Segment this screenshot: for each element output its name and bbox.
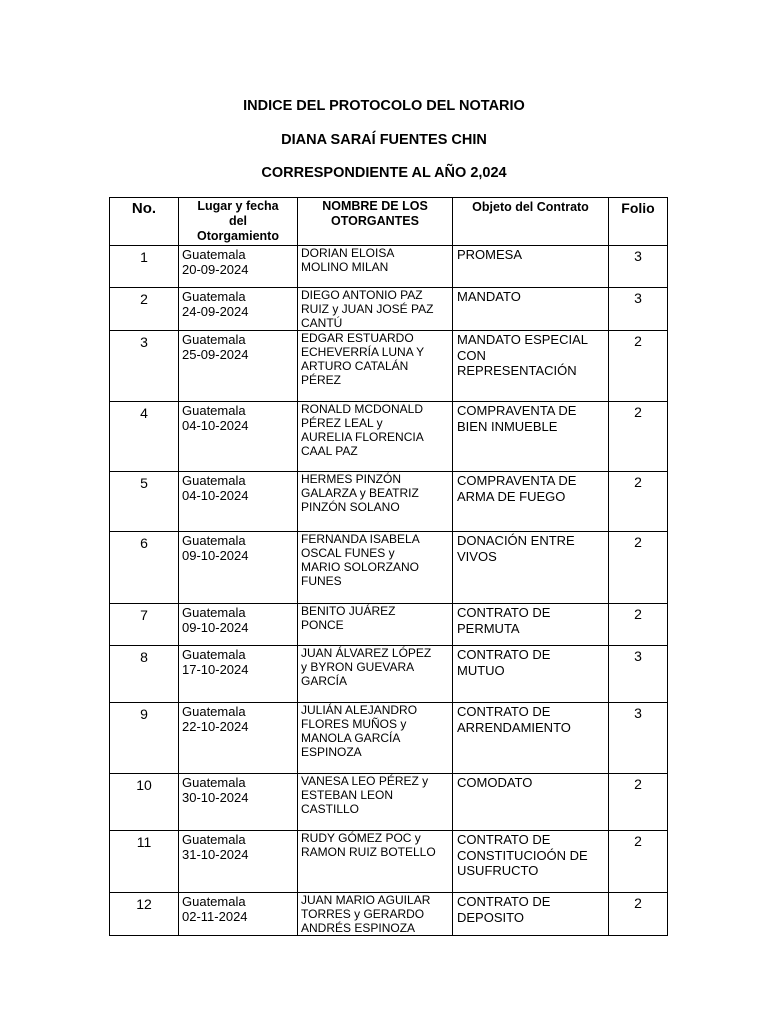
row-contract-object-line: MUTUO bbox=[457, 662, 505, 678]
row-folio: 3 bbox=[609, 288, 668, 331]
row-grantors-line: DIEGO ANTONIO PAZ bbox=[301, 288, 423, 302]
row-contract-object-line: VIVOS bbox=[457, 548, 497, 564]
row-grantors-line: VANESA LEO PÉREZ y bbox=[301, 774, 429, 788]
row-place: Guatemala bbox=[182, 605, 246, 620]
table-row bbox=[110, 703, 668, 774]
row-grantors-line: JULIÁN ALEJANDRO bbox=[301, 703, 418, 717]
row-place-date bbox=[179, 246, 298, 288]
row-grantors-line: MOLINO MILAN bbox=[301, 260, 389, 274]
row-place: Guatemala bbox=[182, 247, 246, 262]
row-grantors-line: CAAL PAZ bbox=[301, 444, 358, 458]
table-row bbox=[110, 646, 668, 703]
row-contract-object-line: MANDATO bbox=[457, 289, 521, 304]
row-grantors-line: y BYRON GUEVARA bbox=[301, 660, 415, 674]
row-place-date bbox=[179, 472, 298, 532]
row-contract-object-line: REPRESENTACIÓN bbox=[457, 363, 577, 378]
row-place-date bbox=[179, 288, 298, 331]
row-number: 2 bbox=[110, 288, 179, 331]
row-contract-object-line: CONTRATO DE bbox=[457, 605, 551, 620]
row-grantors-line: DORIAN ELOISA bbox=[301, 246, 395, 260]
column-header-lugar-line: del bbox=[228, 214, 248, 228]
row-grantors-line: JUAN MARIO AGUILAR bbox=[301, 893, 431, 907]
row-place: Guatemala bbox=[182, 647, 246, 662]
column-header-nombre-line: NOMBRE DE LOS bbox=[322, 199, 428, 213]
row-grantors-line: CANTÚ bbox=[301, 316, 343, 330]
table-row bbox=[110, 604, 668, 646]
row-place: Guatemala bbox=[182, 332, 246, 347]
row-date: 22-10-2024 bbox=[182, 719, 249, 734]
row-contract-object-line: DONACIÓN ENTRE bbox=[457, 533, 575, 548]
row-grantors-line: RAMON RUIZ BOTELLO bbox=[301, 845, 436, 859]
row-place: Guatemala bbox=[182, 533, 246, 548]
row-date: 09-10-2024 bbox=[182, 620, 249, 635]
row-number: 7 bbox=[110, 604, 179, 646]
row-date: 17-10-2024 bbox=[182, 662, 249, 677]
row-place: Guatemala bbox=[182, 832, 246, 847]
row-grantors-line: BENITO JUÁREZ bbox=[301, 604, 396, 618]
row-grantors bbox=[298, 703, 453, 774]
row-grantors-line: PÉREZ bbox=[301, 373, 342, 387]
row-contract-object-line: COMODATO bbox=[457, 775, 533, 790]
row-date: 04-10-2024 bbox=[182, 418, 249, 433]
row-folio: 2 bbox=[609, 331, 668, 402]
row-grantors-line: ANDRÉS ESPINOZA bbox=[301, 921, 416, 935]
row-place-date bbox=[179, 604, 298, 646]
row-grantors-line: ECHEVERRÍA LUNA Y bbox=[301, 345, 425, 359]
column-header-nombre-line: OTORGANTES bbox=[331, 214, 419, 228]
column-header-lugar bbox=[179, 198, 298, 246]
row-contract-object bbox=[453, 402, 609, 472]
row-date: 09-10-2024 bbox=[182, 548, 249, 563]
row-place-date bbox=[179, 532, 298, 604]
row-contract-object bbox=[453, 288, 609, 331]
row-number: 3 bbox=[110, 331, 179, 402]
row-place: Guatemala bbox=[182, 894, 246, 909]
row-grantors bbox=[298, 288, 453, 331]
row-place-date bbox=[179, 646, 298, 703]
row-folio: 2 bbox=[609, 774, 668, 831]
row-place-date bbox=[179, 831, 298, 893]
row-number: 8 bbox=[110, 646, 179, 703]
row-number: 4 bbox=[110, 402, 179, 472]
row-grantors-line: GALARZA y BEATRIZ bbox=[301, 486, 419, 500]
row-grantors-line: PONCE bbox=[301, 618, 344, 632]
column-header-lugar-line: Lugar y fecha bbox=[197, 199, 279, 213]
row-contract-object-line: CON bbox=[457, 347, 486, 363]
row-grantors-line: PÉREZ LEAL y bbox=[301, 416, 383, 430]
row-folio: 2 bbox=[609, 402, 668, 472]
row-contract-object-line: COMPRAVENTA DE bbox=[457, 473, 577, 488]
row-grantors-line: ESTEBAN LEON bbox=[301, 788, 394, 802]
row-place: Guatemala bbox=[182, 473, 246, 488]
row-number: 10 bbox=[110, 774, 179, 831]
column-header-folio: Folio bbox=[609, 198, 668, 246]
table-row bbox=[110, 472, 668, 532]
row-grantors-line: FERNANDA ISABELA bbox=[301, 532, 420, 546]
row-contract-object bbox=[453, 831, 609, 893]
row-number: 6 bbox=[110, 532, 179, 604]
row-number: 9 bbox=[110, 703, 179, 774]
row-date: 02-11-2024 bbox=[182, 909, 248, 924]
row-grantors-line: MARIO SOLORZANO bbox=[301, 560, 420, 574]
table-row bbox=[110, 402, 668, 472]
row-grantors bbox=[298, 774, 453, 831]
row-place: Guatemala bbox=[182, 289, 246, 304]
notary-name: DIANA SARAÍ FUENTES CHIN bbox=[281, 132, 487, 148]
row-contract-object-line: CONTRATO DE bbox=[457, 894, 551, 909]
row-grantors bbox=[298, 646, 453, 703]
row-folio: 3 bbox=[609, 246, 668, 288]
row-contract-object bbox=[453, 246, 609, 288]
row-place: Guatemala bbox=[182, 704, 246, 719]
protocol-index-table bbox=[109, 197, 668, 936]
row-grantors-line: PINZÓN SOLANO bbox=[301, 500, 400, 514]
row-grantors-line: ESPINOZA bbox=[301, 745, 362, 759]
row-contract-object bbox=[453, 646, 609, 703]
table-header-row bbox=[110, 198, 668, 246]
row-contract-object-line: DEPOSITO bbox=[457, 909, 524, 925]
row-contract-object-line: CONTRATO DE bbox=[457, 704, 551, 719]
row-grantors-line: CASTILLO bbox=[301, 802, 360, 816]
row-date: 31-10-2024 bbox=[182, 847, 249, 862]
row-contract-object bbox=[453, 532, 609, 604]
column-header-lugar-line: Otorgamiento bbox=[197, 229, 279, 243]
row-place-date bbox=[179, 703, 298, 774]
row-grantors-line: MANOLA GARCÍA bbox=[301, 731, 401, 745]
row-grantors bbox=[298, 532, 453, 604]
row-grantors-line: GARCÍA bbox=[301, 674, 348, 688]
row-place-date bbox=[179, 893, 298, 936]
row-grantors-line: FLORES MUÑOS y bbox=[301, 717, 407, 731]
row-grantors-line: RUDY GÓMEZ POC y bbox=[301, 831, 421, 845]
row-contract-object-line: ARMA DE FUEGO bbox=[457, 488, 566, 504]
row-folio: 2 bbox=[609, 532, 668, 604]
row-contract-object-line: CONTRATO DE bbox=[457, 832, 551, 847]
row-grantors-line: TORRES y GERARDO bbox=[301, 907, 425, 921]
row-contract-object-line: PERMUTA bbox=[457, 620, 520, 636]
row-contract-object-line: BIEN INMUEBLE bbox=[457, 418, 558, 434]
row-folio: 2 bbox=[609, 831, 668, 893]
table-row bbox=[110, 831, 668, 893]
row-place-date bbox=[179, 402, 298, 472]
table-row bbox=[110, 774, 668, 831]
row-number: 12 bbox=[110, 893, 179, 936]
row-contract-object bbox=[453, 472, 609, 532]
row-date: 30-10-2024 bbox=[182, 790, 249, 805]
row-grantors bbox=[298, 402, 453, 472]
row-contract-object bbox=[453, 703, 609, 774]
row-contract-object-line: USUFRUCTO bbox=[457, 863, 539, 878]
row-grantors bbox=[298, 831, 453, 893]
row-grantors bbox=[298, 472, 453, 532]
table-row bbox=[110, 288, 668, 331]
row-date: 24-09-2024 bbox=[182, 304, 249, 319]
row-grantors-line: ARTURO CATALÁN bbox=[301, 359, 409, 373]
row-place: Guatemala bbox=[182, 403, 246, 418]
row-contract-object-line: CONTRATO DE bbox=[457, 647, 551, 662]
table-row bbox=[110, 246, 668, 288]
row-contract-object-line: COMPRAVENTA DE bbox=[457, 403, 577, 418]
column-header-nombre bbox=[298, 198, 453, 246]
row-grantors-line: RUIZ y JUAN JOSÉ PAZ bbox=[301, 302, 434, 316]
row-folio: 2 bbox=[609, 472, 668, 532]
row-folio: 3 bbox=[609, 703, 668, 774]
row-grantors bbox=[298, 246, 453, 288]
row-number: 1 bbox=[110, 246, 179, 288]
row-grantors bbox=[298, 331, 453, 402]
row-folio: 2 bbox=[609, 604, 668, 646]
row-contract-object bbox=[453, 604, 609, 646]
document-title: INDICE DEL PROTOCOLO DEL NOTARIO bbox=[243, 98, 525, 114]
row-contract-object-line: PROMESA bbox=[457, 247, 523, 262]
row-contract-object bbox=[453, 331, 609, 402]
table-row bbox=[110, 532, 668, 604]
row-grantors bbox=[298, 893, 453, 936]
row-number: 11 bbox=[110, 831, 179, 893]
row-place-date bbox=[179, 331, 298, 402]
row-grantors-line: JUAN ÁLVAREZ LÓPEZ bbox=[301, 646, 432, 660]
row-grantors-line: EDGAR ESTUARDO bbox=[301, 331, 414, 345]
row-grantors-line: RONALD MCDONALD bbox=[301, 402, 424, 416]
row-grantors-line: OSCAL FUNES y bbox=[301, 546, 395, 560]
row-number: 5 bbox=[110, 472, 179, 532]
column-header-no: No. bbox=[110, 198, 179, 246]
row-contract-object bbox=[453, 893, 609, 936]
row-place-date bbox=[179, 774, 298, 831]
document-year: CORRESPONDIENTE AL AÑO 2,024 bbox=[261, 165, 507, 181]
row-folio: 2 bbox=[609, 893, 668, 936]
row-grantors-line: FUNES bbox=[301, 574, 342, 588]
row-folio: 3 bbox=[609, 646, 668, 703]
row-grantors bbox=[298, 604, 453, 646]
table-row bbox=[110, 331, 668, 402]
row-contract-object bbox=[453, 774, 609, 831]
row-date: 04-10-2024 bbox=[182, 488, 249, 503]
row-date: 25-09-2024 bbox=[182, 347, 249, 362]
row-contract-object-line: MANDATO ESPECIAL bbox=[457, 332, 588, 347]
row-grantors-line: HERMES PINZÓN bbox=[301, 472, 402, 486]
column-header-objeto: Objeto del Contrato bbox=[453, 198, 609, 246]
row-date: 20-09-2024 bbox=[182, 262, 249, 277]
row-contract-object-line: CONSTITUCIOÓN DE bbox=[457, 847, 588, 863]
row-contract-object-line: ARRENDAMIENTO bbox=[457, 719, 571, 735]
row-grantors-line: AURELIA FLORENCIA bbox=[301, 430, 424, 444]
table-row bbox=[110, 893, 668, 936]
row-place: Guatemala bbox=[182, 775, 246, 790]
